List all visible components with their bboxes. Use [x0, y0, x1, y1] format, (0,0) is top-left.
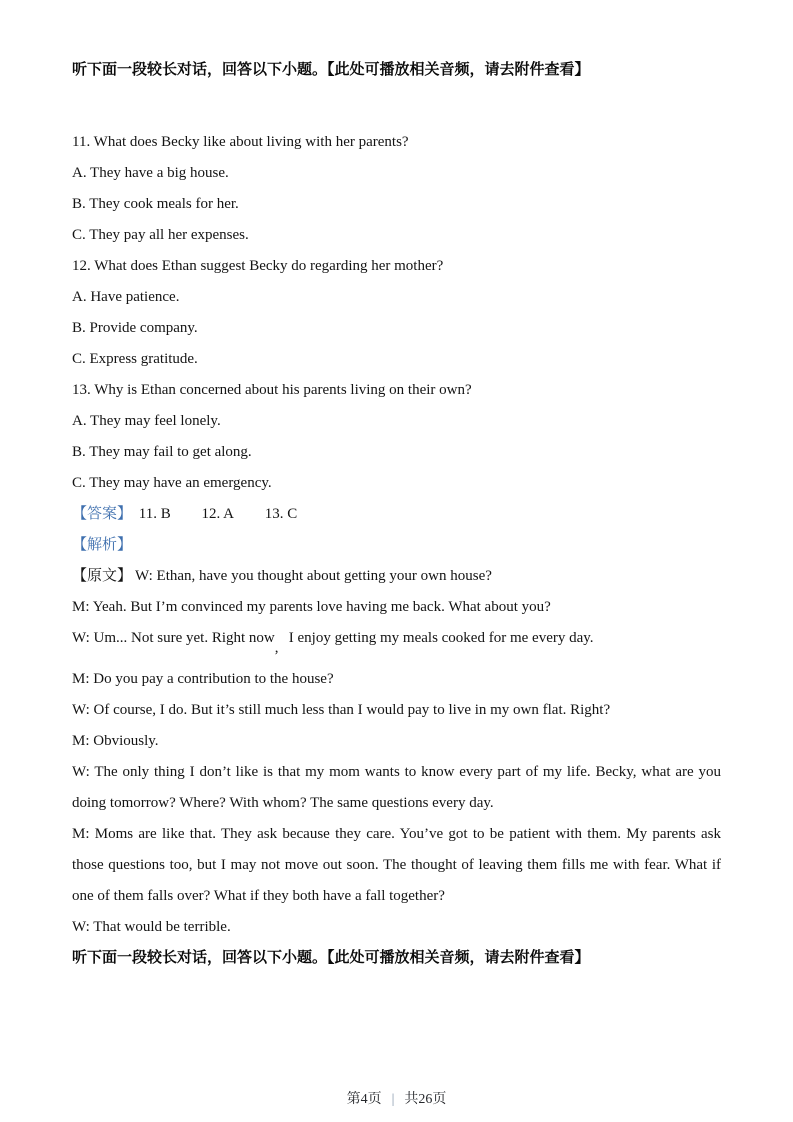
- question-13-option-a: A. They may feel lonely.: [72, 413, 221, 429]
- transcript-line-7: W: The only thing I don’t like is that my mom wants to know every part of my life. Becky, what are you doing tomorrow? Where? With whom? The same questions every day.: [72, 764, 721, 811]
- transcript-text-1: W: Ethan, have you thought about getting your own house?: [135, 568, 492, 584]
- question-12-option-a: A. Have patience.: [72, 289, 180, 305]
- question-12-option-c: C. Express gratitude.: [72, 351, 198, 367]
- question-11-option-c: C. They pay all her expenses.: [72, 227, 249, 243]
- question-12-option-b: B. Provide company.: [72, 320, 198, 336]
- page-content: [72, 55, 721, 974]
- transcript-line-4: M: Do you pay a contribution to the house?: [72, 671, 334, 687]
- analysis-line: [72, 530, 721, 561]
- transcript-line-2: M: Yeah. But I’m convinced my parents love having me back. What about you?: [72, 599, 551, 615]
- transcript-line-1: [72, 561, 721, 592]
- dropped-comma: ,: [274, 640, 279, 656]
- transcript-text-3-pre: W: Um... Not sure yet. Right now: [72, 630, 275, 646]
- question-11-option-a: A. They have a big house.: [72, 165, 229, 181]
- answer-line: [72, 499, 721, 530]
- question-block-13: [72, 375, 721, 499]
- answer-label: 【答案】: [72, 506, 133, 522]
- answer-item-13: 13. C: [264, 506, 298, 522]
- transcript-line-8: M: Moms are like that. They ask because they care. You’ve got to be patient with them. My parents ask those questions too, but I may not move out soon. The thought of leaving them fills me with fear. What if one of them falls over? What if they both have a fall together?: [72, 826, 721, 904]
- answer-item-12: 12. A: [201, 506, 234, 522]
- section-instruction-top: 听下面一段较长对话，回答以下小题。【此处可播放相关音频，请去附件查看】: [72, 62, 590, 78]
- analysis-label: 【解析】: [72, 537, 133, 553]
- transcript-label: 【原文】: [72, 568, 133, 584]
- answer-item-11: 11. B: [138, 506, 171, 522]
- transcript-line-5: W: Of course, I do. But it’s still much less than I would pay to live in my own flat. Right?: [72, 702, 611, 718]
- question-block-12: [72, 251, 721, 375]
- page-footer: [0, 1088, 793, 1108]
- section-instruction-bottom: 听下面一段较长对话，回答以下小题。【此处可播放相关音频，请去附件查看】: [72, 950, 590, 966]
- transcript-line-6: M: Obviously.: [72, 733, 159, 749]
- question-stem-13: 13. Why is Ethan concerned about his parents living on their own?: [72, 382, 472, 398]
- question-13-option-b: B. They may fail to get along.: [72, 444, 252, 460]
- question-stem-11: 11. What does Becky like about living with her parents?: [72, 134, 409, 150]
- footer-total-pages: 共26页: [404, 1092, 447, 1107]
- question-11-option-b: B. They cook meals for her.: [72, 196, 239, 212]
- transcript-text-3-post: I enjoy getting my meals cooked for me every day.: [288, 630, 594, 646]
- transcript-line-9: W: That would be terrible.: [72, 919, 231, 935]
- question-block-11: [72, 127, 721, 251]
- footer-page-number: 第4页: [346, 1092, 382, 1107]
- transcript-line-3: [72, 623, 721, 654]
- question-13-option-c: C. They may have an emergency.: [72, 475, 272, 491]
- question-stem-12: 12. What does Ethan suggest Becky do regarding her mother?: [72, 258, 444, 274]
- footer-separator: |: [391, 1092, 395, 1107]
